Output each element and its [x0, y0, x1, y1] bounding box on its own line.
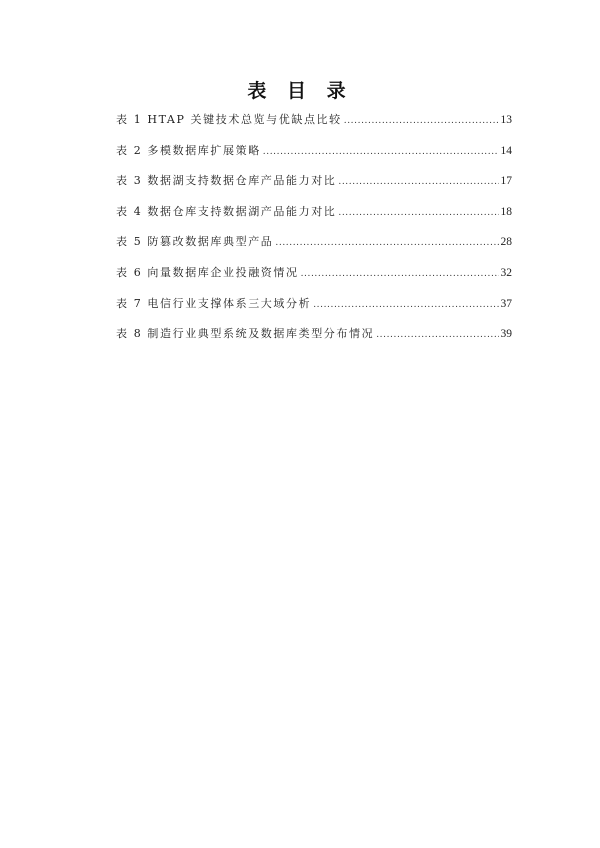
table-of-contents-list [116, 110, 512, 355]
toc-entry-label: 表 3 数据湖支持数据仓库产品能力对比 [116, 174, 337, 188]
toc-entry-label: 表 1 HTAP 关键技术总览与优缺点比较 [116, 113, 342, 126]
toc-entry-page-number: 14 [500, 144, 512, 157]
toc-entry-page-number: 39 [500, 328, 512, 341]
toc-entry-label: 表 6 向量数据库企业投融资情况 [116, 265, 299, 279]
toc-entry-page-number: 13 [500, 114, 512, 126]
toc-entry-label: 表 4 数据仓库支持数据湖产品能力对比 [116, 204, 337, 218]
dot-leader [301, 264, 499, 284]
dot-leader [344, 111, 499, 131]
toc-entry-label: 表 5 防篡改数据库典型产品 [116, 235, 274, 249]
toc-entry[interactable] [116, 141, 512, 172]
toc-entry-label: 表 7 电信行业支撑体系三大域分析 [116, 296, 312, 310]
dot-leader [376, 325, 498, 345]
toc-entry-label: 表 8 制造行业典型系统及数据库类型分布情况 [116, 327, 375, 341]
toc-entry[interactable] [116, 202, 512, 233]
toc-entry[interactable] [116, 171, 512, 202]
dot-leader [338, 172, 498, 192]
dot-leader [275, 233, 498, 253]
toc-entry-page-number: 17 [500, 175, 512, 188]
toc-entry[interactable] [116, 294, 512, 325]
toc-entry-label: 表 2 多模数据库扩展策略 [116, 143, 261, 157]
toc-entry-page-number: 37 [500, 297, 512, 310]
toc-entry[interactable] [116, 324, 512, 355]
dot-leader [313, 295, 498, 315]
page-title: 表 目 录 [247, 80, 353, 102]
toc-entry[interactable] [116, 263, 512, 294]
toc-entry-page-number: 28 [500, 236, 512, 249]
toc-entry[interactable] [116, 232, 512, 263]
toc-entry[interactable] [116, 110, 512, 141]
dot-leader [338, 203, 498, 223]
dot-leader [263, 142, 499, 162]
toc-entry-page-number: 18 [500, 205, 512, 218]
toc-entry-page-number: 32 [500, 266, 512, 279]
